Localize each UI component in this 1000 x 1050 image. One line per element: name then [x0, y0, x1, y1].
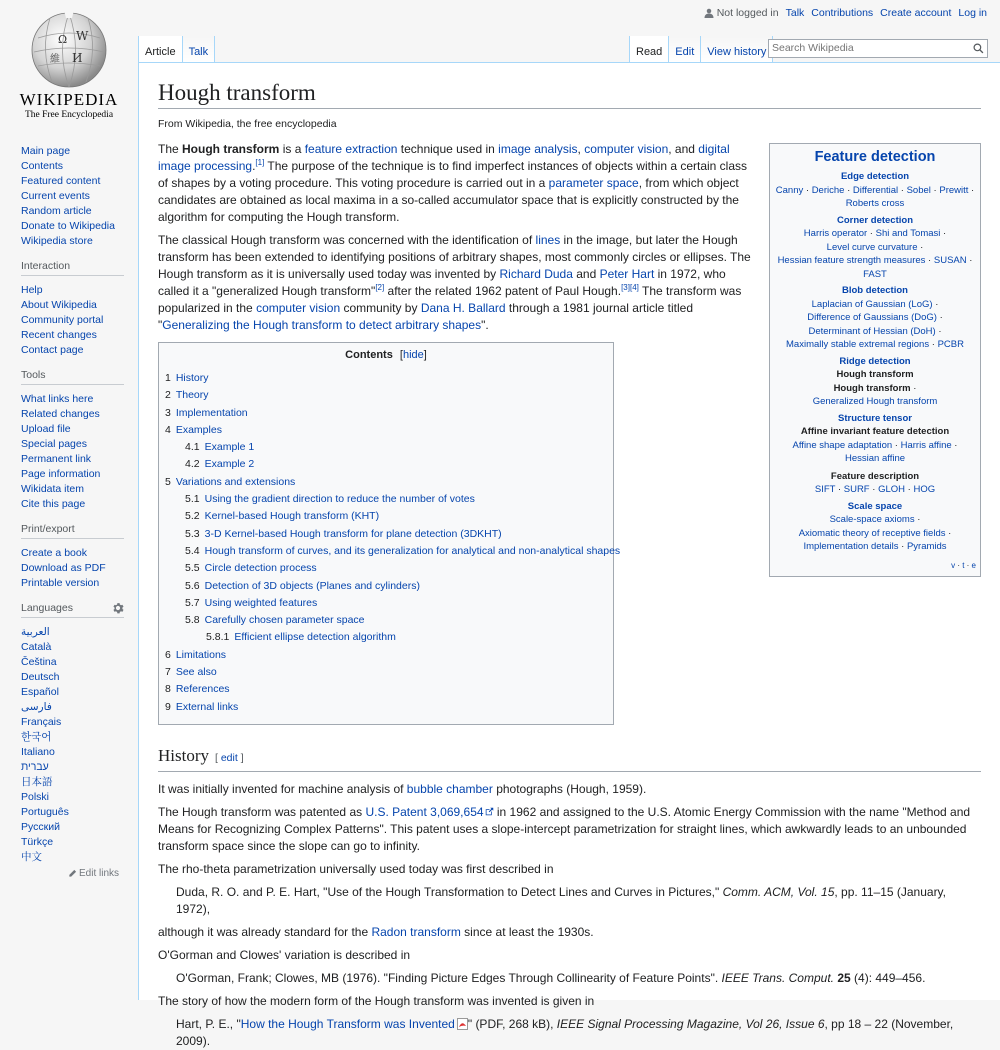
lang-item-ru[interactable]: Русский [21, 821, 60, 833]
toc-number: 9 [165, 700, 171, 713]
sidebar-item-current-events[interactable]: Current events [21, 190, 90, 202]
section-heading-history [158, 745, 981, 772]
navbox-link[interactable]: Roberts cross [845, 198, 905, 209]
history-paragraph: The story of how the modern form of the Hough transform was invented is given in [158, 993, 595, 1008]
navbox-link[interactable]: Determinant of Hessian (DoH) [808, 325, 936, 337]
wiki-link[interactable]: bubble chamber [406, 781, 493, 796]
hough-transform-self-1: Hough transform [836, 369, 914, 380]
lang-item-ar[interactable]: العربية [21, 626, 50, 638]
search-input[interactable] [772, 42, 962, 54]
toc-number: 5.1 [185, 493, 200, 506]
table-of-contents [158, 342, 621, 725]
edit-section-link[interactable]: edit [220, 751, 238, 764]
toc-number: 4.2 [185, 458, 200, 471]
toc-item[interactable] [165, 664, 607, 681]
wikipedia-globe-icon [28, 10, 110, 90]
navbox-link[interactable]: Deriche [811, 184, 845, 196]
navbox-link[interactable]: Pyramids [906, 541, 947, 552]
navbox-link[interactable]: Harris affine [900, 439, 952, 451]
page-title: Hough transform [158, 79, 981, 109]
lang-item-de[interactable]: Deutsch [21, 671, 60, 683]
toc-link[interactable]: Example 1 [204, 441, 255, 454]
corner-detection-heading[interactable]: Corner detection [836, 214, 913, 226]
ridge-detection-heading[interactable]: Ridge detection [839, 355, 911, 367]
wiki-link[interactable]: Radon transform [371, 924, 461, 939]
personal-tools [704, 7, 987, 19]
print-portlet [0, 523, 138, 591]
sidebar-item-related-changes[interactable]: Related changes [21, 408, 100, 420]
sidebar-item-community-portal[interactable]: Community portal [21, 314, 104, 326]
navbox-link[interactable]: Shi and Tomasi [875, 228, 941, 239]
sidebar-item-printable-version[interactable]: Printable version [21, 577, 100, 589]
navigation-portlet [0, 144, 138, 249]
external-link[interactable]: How the Hough Transform was Invented [240, 1016, 455, 1031]
navbox-link[interactable]: Differential [852, 184, 899, 196]
toc-item[interactable] [165, 647, 607, 664]
toc-item[interactable] [165, 422, 607, 439]
toc-item[interactable] [165, 595, 607, 612]
interaction-portlet [0, 260, 138, 358]
toc-item[interactable] [165, 508, 607, 525]
edit-template-link[interactable]: e [971, 560, 976, 570]
sidebar-item-store[interactable]: Wikipedia store [21, 235, 93, 247]
tab-talk-label: Talk [188, 46, 209, 58]
citation: Duda, R. O. and P. E. Hart, "Use of the Hough Transformation to Detect Lines and Curves in Pictures," Comm. ACM, Vol. 15, pp. 11–15 (January, 1972), [176, 884, 947, 916]
edge-detection-items: Canny · Deriche · Differential · Sobel · Prewitt · Roberts cross [775, 184, 975, 209]
navbox-link[interactable]: SUSAN [933, 255, 967, 266]
sidebar-item-create-book[interactable]: Create a book [21, 547, 87, 559]
toc-number: 4.1 [185, 441, 200, 454]
wiki-link[interactable]: computer vision [584, 142, 669, 156]
pencil-icon [68, 869, 77, 878]
toc-item[interactable] [165, 560, 607, 577]
toc-link[interactable]: Using the gradient direction to reduce the number of votes [204, 493, 475, 506]
toc-number: 6 [165, 648, 171, 661]
languages-heading: Languages [21, 602, 124, 618]
intro-paragraph-2: The classical Hough transform was concerned with the identification of lines in the image, but later the Hough transform has been extended to identifying positions of arbitrary shapes, most commonly circles or ellipses. The Hough transform as it is universally used today was invented by Richard Duda and Peter Hart in 1972, who called it a "generalized Hough transform"[2] after the related 1962 patent of Paul Hough.[3][4] The transform was popularized in the computer vision community by Dana H. Ballard through a 1981 journal article titled "Generalizing the Hough transform to detect arbitrary shapes". [158, 233, 751, 332]
print-heading: Print/export [21, 523, 124, 539]
reference-link[interactable]: [3] [621, 283, 630, 292]
wiki-link[interactable]: image analysis [498, 142, 578, 156]
vte-links: v · t · e [951, 560, 976, 570]
toc-number: 2 [165, 389, 171, 402]
affine-items: Affine shape adaptation · Harris affine · Hessian affine [792, 439, 958, 464]
sidebar-item-special-pages[interactable]: Special pages [21, 438, 87, 450]
wiki-link[interactable]: computer vision [256, 301, 341, 315]
wikipedia-wordmark: WIKIPEDIA [19, 90, 119, 109]
toc-link[interactable]: Using weighted features [204, 596, 318, 609]
toc-item[interactable] [165, 578, 607, 595]
hough-transform-self-2: Hough transform [833, 382, 911, 394]
navbox-link[interactable]: Level curve curvature [826, 241, 918, 253]
toc-number: 3 [165, 406, 171, 419]
navbox-link[interactable]: SURF [843, 484, 870, 495]
toc-item[interactable] [165, 370, 607, 387]
sidebar-item-cite-this-page[interactable]: Cite this page [21, 498, 86, 510]
navbox-link[interactable]: Affine shape adaptation [792, 439, 893, 451]
toc-number: 4 [165, 423, 171, 436]
navbox-link[interactable]: Axiomatic theory of receptive fields [798, 527, 946, 539]
toc-link[interactable]: See also [175, 666, 217, 679]
wiki-link[interactable]: Dana H. Ballard [420, 301, 506, 315]
history-paragraph: It was initially invented for machine analysis of bubble chamber photographs (Hough, 1959). [158, 781, 647, 796]
navigation-list [21, 144, 138, 249]
svg-text:維: 維 [50, 54, 60, 65]
search-icon[interactable] [973, 43, 984, 54]
affine-invariant-heading: Affine invariant feature detection [800, 426, 950, 437]
toc-link[interactable]: Example 2 [204, 458, 255, 471]
hough-transform-items: Hough transform · Generalized Hough transform [812, 382, 938, 407]
toc-number: 7 [165, 666, 171, 679]
lang-item-cs[interactable]: Čeština [21, 656, 57, 668]
toc-link[interactable]: Examples [175, 423, 222, 436]
navbox-link[interactable]: HOG [913, 484, 936, 495]
tab-view-history-label: View history [707, 46, 767, 58]
wiki-link[interactable]: lines [535, 233, 561, 247]
tab-talk[interactable] [182, 36, 216, 62]
navbox-link[interactable]: Implementation details [803, 541, 899, 552]
tab-edit[interactable] [668, 36, 700, 62]
sidebar-item-contents[interactable]: Contents [21, 160, 64, 172]
svg-text:Ω: Ω [58, 33, 68, 46]
user-icon [704, 8, 714, 18]
edge-detection-heading[interactable]: Edge detection [840, 171, 910, 182]
wiki-link[interactable]: parameter space [548, 176, 639, 190]
toc-link[interactable]: Efficient ellipse detection algorithm [234, 631, 396, 644]
wikipedia-logo[interactable] [0, 0, 138, 130]
toc-hide-link[interactable]: hide [402, 349, 424, 361]
toc-title [165, 349, 607, 361]
edit-links-label: Edit links [78, 868, 119, 879]
tab-edit-label: Edit [675, 46, 695, 58]
structure-tensor-heading[interactable]: Structure tensor [838, 412, 912, 424]
site-subtitle: From Wikipedia, the free encyclopedia [158, 118, 337, 130]
sidebar-item-what-links-here[interactable]: What links here [21, 393, 94, 405]
contributions-link[interactable]: Contributions [811, 7, 874, 19]
toc-number: 8 [165, 683, 171, 696]
sidebar-item-upload-file[interactable]: Upload file [21, 423, 71, 435]
history-paragraph: O'Gorman and Clowes' variation is described in [158, 947, 411, 962]
toc-link[interactable]: External links [175, 700, 239, 713]
toc-item[interactable] [165, 439, 607, 456]
toc-link[interactable]: History [175, 372, 209, 384]
toc-link[interactable]: Theory [175, 389, 209, 402]
bold-term: Hough transform [182, 142, 280, 156]
blob-detection-heading[interactable]: Blob detection [842, 285, 908, 296]
svg-text:W: W [76, 29, 89, 43]
sidebar-item-random-article[interactable]: Random article [21, 205, 92, 217]
toc-list [165, 370, 621, 716]
section-edit: [ edit ] [215, 751, 244, 764]
sidebar-item-page-information[interactable]: Page information [21, 468, 101, 480]
create-account-link[interactable]: Create account [880, 7, 952, 19]
main-content [138, 62, 1000, 1048]
toc-number: 5.3 [185, 527, 200, 540]
wiki-link[interactable]: Richard Duda [499, 267, 573, 281]
gear-icon[interactable] [112, 602, 124, 614]
sidebar-item-wikidata-item[interactable]: Wikidata item [21, 483, 85, 495]
citation: Hart, P. E., "How the Hough Transform was Invented " (PDF, 268 kB), IEEE Signal Processing Magazine, Vol 26, Issue 6, pp 18 – 22 (November, 2009). [176, 1016, 954, 1048]
toc-link[interactable]: Hough transform of curves, and its generalization for analytical and non-analytical shapes [204, 544, 621, 557]
toc-link[interactable]: Implementation [175, 406, 248, 419]
reference-link[interactable]: [2] [375, 283, 385, 292]
navbox-link[interactable]: PCBR [937, 339, 964, 350]
sidebar-item-recent-changes[interactable]: Recent changes [21, 329, 97, 341]
toc-item[interactable] [165, 474, 607, 491]
wiki-link[interactable]: feature extraction [304, 142, 398, 156]
wiki-link[interactable]: Generalizing the Hough transform to detect arbitrary shapes [162, 318, 482, 332]
external-link[interactable]: U.S. Patent 3,069,654 [365, 804, 484, 819]
wiki-link[interactable]: digital image processing [158, 142, 730, 173]
reference-link[interactable]: [4] [629, 283, 639, 292]
navbox-link[interactable]: Difference of Gaussians (DoG) [807, 312, 937, 323]
toc-number: 5.6 [185, 579, 200, 592]
sidebar-item-donate[interactable]: Donate to Wikipedia [21, 220, 115, 232]
navbox-link[interactable]: Generalized Hough transform [812, 396, 938, 407]
toc-number: 5 [165, 475, 171, 488]
external-link-icon [485, 807, 494, 816]
toc-item[interactable] [165, 456, 607, 473]
toc-number: 5.8.1 [206, 631, 230, 644]
pdf-icon [457, 1018, 468, 1030]
talk-template-link[interactable]: t [962, 560, 965, 570]
lang-item-es[interactable]: Español [21, 686, 59, 698]
lang-item-ja[interactable]: 日本語 [21, 776, 53, 788]
toc-number: 5.4 [185, 544, 200, 557]
navbox-link[interactable]: Harris operator [803, 228, 868, 239]
intro-paragraph-1: The Hough transform is a feature extraction technique used in image analysis, computer vision, and digital image processing.[1] The purpose of the technique is to find imperfect instances of objects within a certain class of shapes by a voting procedure. This voting procedure is carried out in a parameter space, from which object candidates are obtained as local maxima in a so-called accumulator space that is explicitly constructed by the algorithm for computing the Hough transform. [158, 142, 748, 224]
sidebar-item-main-page[interactable]: Main page [21, 145, 71, 157]
lang-item-pt[interactable]: Português [21, 806, 69, 818]
navbox-link[interactable]: Canny [775, 184, 804, 196]
toc-link[interactable]: Variations and extensions [175, 475, 296, 488]
reference-link[interactable]: [1] [255, 158, 265, 167]
toc-link[interactable]: Circle detection process [204, 562, 317, 575]
scale-space-items: Scale-space axioms · Axiomatic theory of receptive fields · Implementation details · Pyramids [798, 514, 952, 552]
view-template-link[interactable]: v [951, 560, 956, 570]
navbox-link[interactable]: Sobel [906, 184, 931, 196]
sidebar-item-download-pdf[interactable]: Download as PDF [21, 562, 106, 574]
tab-read[interactable] [629, 36, 668, 62]
not-logged-in-label: Not logged in [716, 7, 779, 19]
toc-number: 5.8 [185, 614, 200, 627]
navbox-link[interactable]: FAST [863, 268, 887, 280]
feature-description-heading: Feature description [830, 470, 920, 482]
navbox-link[interactable]: Prewitt [939, 184, 969, 196]
log-in-link[interactable]: Log in [958, 7, 987, 19]
tab-article[interactable] [138, 36, 182, 62]
interaction-heading: Interaction [21, 260, 124, 276]
citation: O'Gorman, Frank; Clowes, MB (1976). "Finding Picture Edges Through Collinearity of Feature Points". IEEE Trans. Comput. 25 (4): 449–456. [176, 970, 926, 985]
namespace-tabs [138, 36, 215, 62]
navbox-link[interactable]: Hessian affine [844, 453, 906, 464]
toc-item[interactable] [165, 526, 607, 543]
view-tabs [629, 36, 773, 62]
scale-space-heading[interactable]: Scale space [847, 500, 903, 512]
wiki-link[interactable]: Peter Hart [599, 267, 655, 281]
toc-item[interactable] [165, 699, 607, 716]
lang-item-it[interactable]: Italiano [21, 746, 55, 758]
svg-text:И: И [72, 51, 83, 65]
blob-detection-items: Laplacian of Gaussian (LoG) · Difference of Gaussians (DoG) · Determinant of Hessian (DoH) · Maximally stable extremal regions · PCBR [786, 298, 964, 350]
toc-item[interactable] [165, 491, 607, 508]
history-paragraph: The rho-theta parametrization universally used today was first described in [158, 861, 554, 876]
toc-item[interactable] [165, 681, 607, 698]
lang-item-tr[interactable]: Türkçe [21, 836, 54, 848]
lang-item-pl[interactable]: Polski [21, 791, 50, 803]
sidebar-item-featured-content[interactable]: Featured content [21, 175, 101, 187]
toc-link[interactable]: References [175, 683, 230, 696]
history-paragraph: The Hough transform was patented as U.S. Patent 3,069,654 in 1962 and assigned to the U.S. Atomic Energy Commission with the name "Method and Means for Recognizing Complex Patterns". This patent uses a slope-intercept parametrization for straight lines, which awkwardly leads to an unbounded transform space since the slope can go to infinity. [158, 804, 971, 853]
toc-item[interactable] [165, 629, 607, 646]
navbox-title[interactable]: Feature detection [814, 149, 936, 165]
toc-number: 5.2 [185, 510, 200, 523]
toc-item[interactable] [165, 612, 607, 629]
tab-view-history[interactable] [700, 36, 773, 62]
history-heading-label: History [158, 745, 209, 765]
tools-portlet [0, 369, 138, 512]
talk-link[interactable]: Talk [785, 7, 805, 19]
toc-item[interactable] [165, 405, 607, 422]
toc-toggle: [hide] [399, 349, 427, 361]
toc-title-label: Contents [345, 349, 393, 361]
lang-item-fa[interactable]: فارسی [21, 701, 52, 713]
lang-item-ko[interactable]: 한국어 [21, 731, 52, 743]
tab-article-label: Article [145, 46, 176, 58]
toc-number: 5.5 [185, 562, 200, 575]
lang-item-zh[interactable]: 中文 [21, 851, 42, 863]
sidebar-item-about[interactable]: About Wikipedia [21, 299, 97, 311]
sidebar [0, 140, 138, 890]
toc-number: 5.7 [185, 596, 200, 609]
tab-read-label: Read [636, 46, 663, 58]
lang-item-he[interactable]: עברית [21, 761, 49, 773]
toc-number: 1 [165, 372, 171, 384]
not-logged-in [704, 7, 779, 19]
feature-description-items: SIFT · SURF · GLOH · HOG [814, 484, 936, 495]
languages-portlet [0, 602, 138, 879]
toc-item[interactable] [165, 543, 621, 560]
lang-item-ca[interactable]: Català [21, 641, 52, 653]
edit-links[interactable] [21, 868, 138, 879]
toc-link[interactable]: Kernel-based Hough transform (KHT) [204, 510, 380, 523]
toc-link[interactable]: Detection of 3D objects (Planes and cylinders) [204, 579, 420, 592]
sidebar-item-permanent-link[interactable]: Permanent link [21, 453, 92, 465]
toc-link[interactable]: Carefully chosen parameter space [204, 614, 365, 627]
navbox-link[interactable]: Hessian feature strength measures [777, 255, 926, 266]
toc-item[interactable] [165, 387, 607, 404]
wikipedia-tagline: The Free Encyclopedia [24, 110, 114, 120]
feature-detection-navbox [769, 143, 981, 577]
sidebar-item-contact[interactable]: Contact page [21, 344, 84, 356]
navbox-link[interactable]: Maximally stable extremal regions [786, 339, 930, 350]
sidebar-item-help[interactable]: Help [21, 284, 43, 296]
lang-item-fr[interactable]: Français [21, 716, 62, 728]
navbox-link[interactable]: Laplacian of Gaussian (LoG) [811, 298, 933, 310]
navbox-link[interactable]: Scale-space axioms [829, 514, 915, 525]
toc-link[interactable]: Limitations [175, 648, 227, 661]
tools-heading: Tools [21, 369, 124, 385]
toc-link[interactable]: 3-D Kernel-based Hough transform for plane detection (3DKHT) [204, 527, 502, 540]
corner-detection-items: Harris operator · Shi and Tomasi · Level curve curvature · Hessian feature strength measures · SUSAN · FAST [777, 228, 973, 280]
navbox-link[interactable]: GLOH [878, 484, 906, 495]
history-paragraph: although it was already standard for the Radon transform since at least the 1930s. [158, 924, 594, 939]
search-box [768, 39, 988, 58]
navbox-link[interactable]: SIFT [814, 484, 836, 495]
